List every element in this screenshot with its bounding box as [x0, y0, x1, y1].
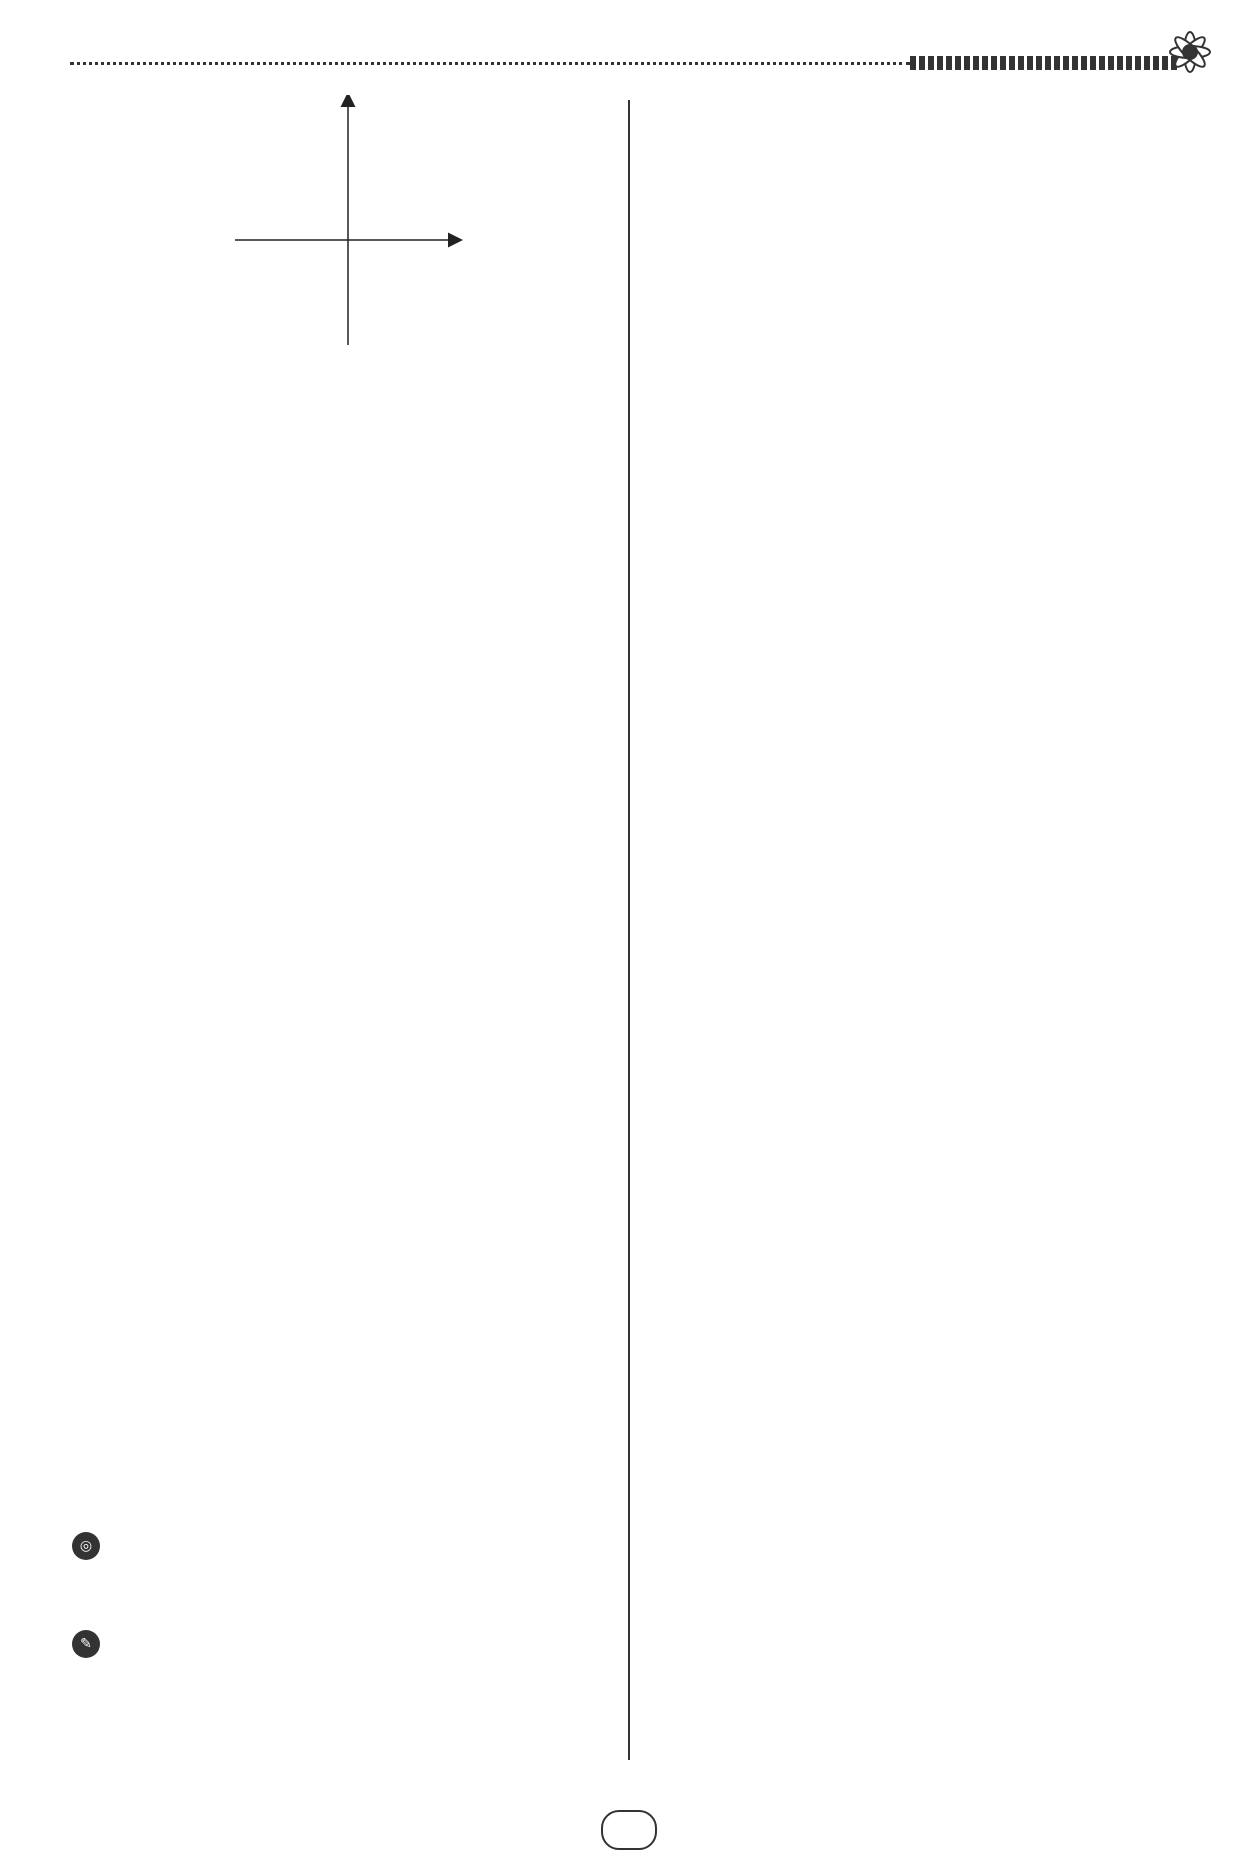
page-header	[70, 22, 1180, 72]
function-graph	[230, 95, 470, 355]
column-divider	[628, 100, 630, 1760]
flower-icon	[1160, 22, 1220, 82]
globe-icon: ◎	[72, 1532, 100, 1560]
header-dotted-rule	[70, 62, 910, 65]
pencil-icon: ✎	[72, 1630, 100, 1658]
practice-badge	[72, 1630, 106, 1658]
header-decor-band	[910, 56, 1180, 70]
page-number	[601, 1810, 657, 1850]
review-badge	[72, 1532, 106, 1560]
